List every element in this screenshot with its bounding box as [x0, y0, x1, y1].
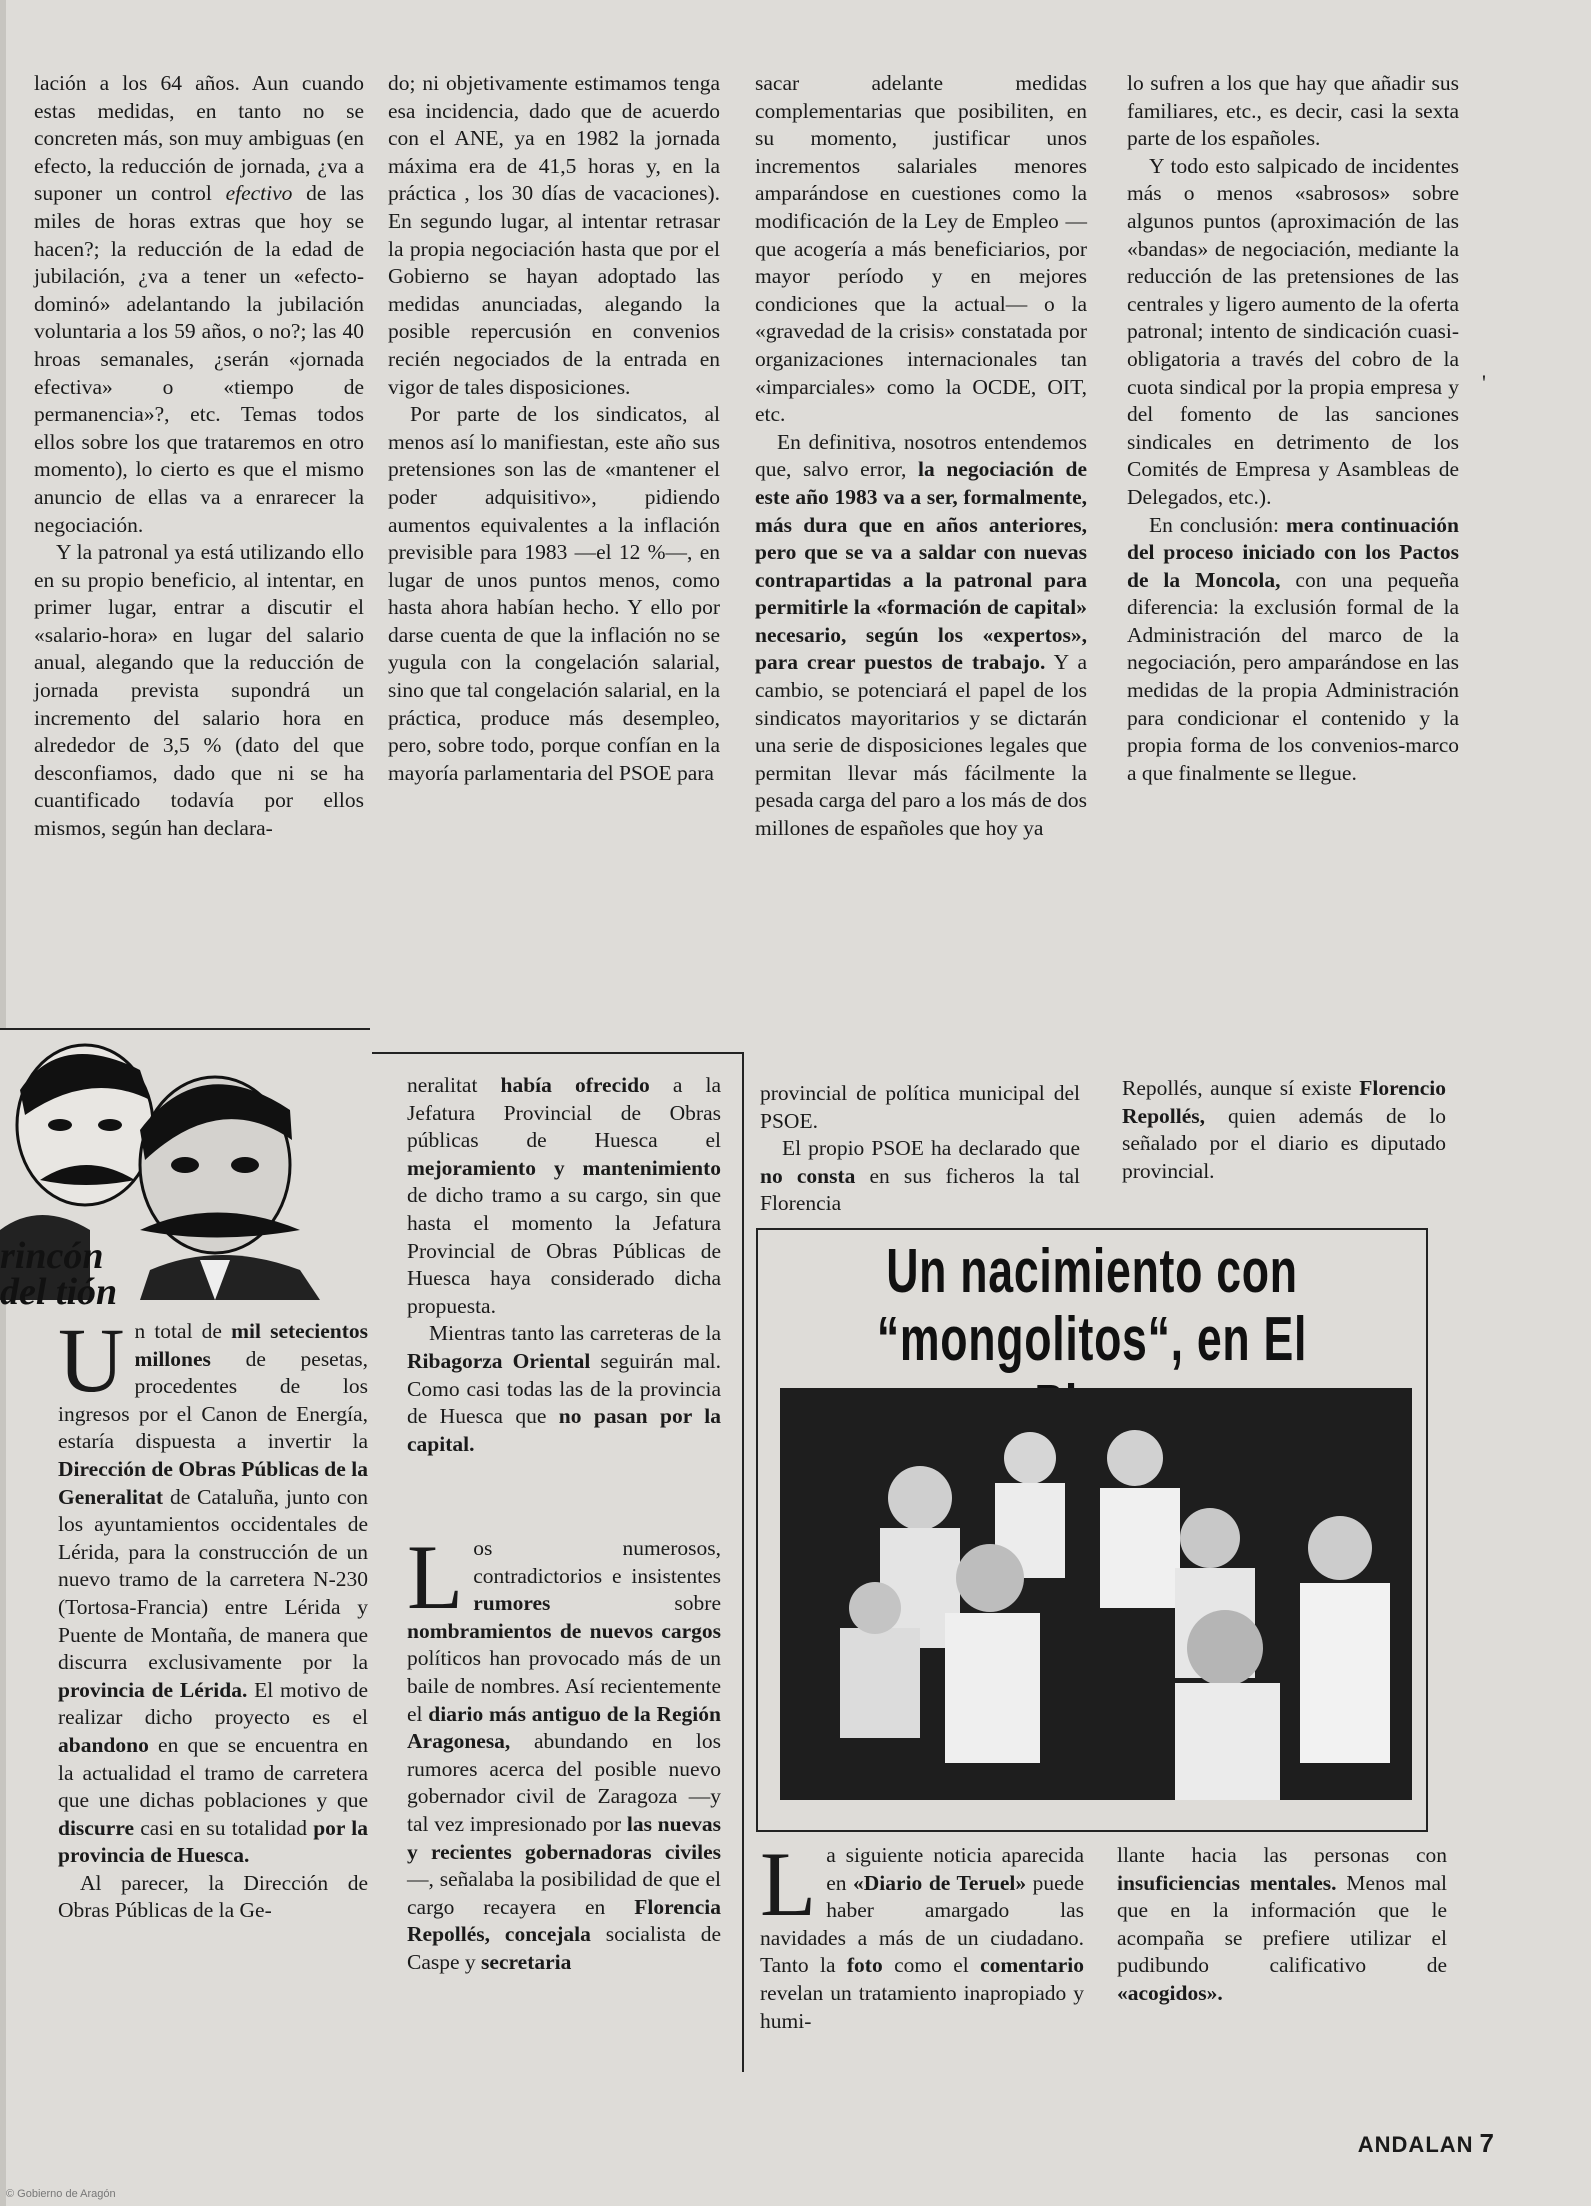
middle-frame-right — [742, 1052, 744, 2072]
psoe-column: provincial de política municipal del PSOE. El propio PSOE ha declarado que no consta en sus ficheros la tal Florencia — [760, 1081, 1080, 1216]
rincon-column-2: neralitat había ofrecido a la Jefatura Provincial de Obras públicas de Huesca el mejoramiento y mantenimiento de dicho tramo a su cargo, sin que hasta el momento la Jefatura Provincial de Obras Públicas de Huesca haya considerado dicha propuesta. Mientras tanto las carreteras de la Ribagorza Oriental seguirán mal. Como casi todas las de la provincia de Huesca que no pasan por la capital. — [407, 1073, 722, 1456]
magazine-name: ANDALAN — [1357, 2132, 1474, 2157]
margin-mark: ' — [1482, 370, 1486, 395]
copyright-watermark: © Gobierno de Aragón — [6, 2188, 116, 2200]
article-column-2: do; ni objetivamente estimamos tenga esa incidencia, dado que de acuerdo con el ANE, ya en 1982 la jornada máxima era de 41,5 horas y, en la práctica , los 30 días de vacaciones). En segundo lugar, al intentar retrasar la propia negociación hasta que por el Gobierno se hayan adoptado las medidas anunciadas, alegando la posible repercusión en convenios recién negociados de la entrada en vigor de tales disposiciones. Por parte de los sindicatos, al menos así lo manifiestan, este año sus pretensiones son las de «mantener el poder adquisitivo», pidiendo aumentos equivalentes a la inflación previsible para 1983 —el 12 %—, en lugar de unos puntos menos, como hasta ahora habían hecho. Y ello por darse cuenta de que la inflación no se yugula con la congelación salarial, sino que tal congelación salarial, en la práctica, produce más desempleo, pero, sobre todo, porque confían en la mayoría parlamentaria del PSOE para — [388, 71, 720, 785]
article-column-4: lo sufren a los que hay que añadir sus familiares, etc., es decir, casi la sexta parte de los españoles. Y todo esto salpicado de incidentes más o menos «sabrosos» sobre algunos puntos (aproximación de las «bandas» de negociación, mediante la reducción de las pretensiones de las centrales y ligero aumento de la oferta patronal; intento de sindicación cuasi-obligatoria a través del cobro de la cuota sindical por la propia empresa y del fomento de las sanciones sindicales en detrimento de los Comités de Empresa y Asambleas de Delegados, etc.). En conclusión: mera continuación del proceso iniciado con los Pactos de la Moncola, con una pequeña diferencia: la exclusión formal de la Administración del marco de la negociación, pero amparándose en las medidas de la propia Administración para condicionar el contenido y la propia forma de los convenios-marco a que finalmente se llegue. — [1127, 71, 1459, 785]
page-footer — [1358, 2128, 1495, 2159]
pinar-headline: Un nacimiento con “mongolitos“, en El — [876, 1237, 1308, 1374]
repolles-column: Repollés, aunque sí existe Florencio Repollés, quien además de lo señalado por el diario es diputado provincial. — [1122, 1076, 1446, 1183]
rincon-del-tion-logo-text: rincón del tión — [0, 1235, 118, 1313]
children-nativity-image — [780, 1388, 1412, 1800]
page-number: 7 — [1479, 2128, 1495, 2158]
article-column-1: lación a los 64 años. Aun cuando estas medidas, en tanto no se concreten más, son muy ambiguas (en efecto, la reducción de jornada, ¿va a suponer un control efectivo de las miles de horas extras que hoy se hacen?; la reducción de la edad de jubilación, ¿va a tener un «efecto-dominó» adelantando la jubilación voluntaria a los 59 años, o no?; las 40 hroas semanales, ¿serán «jornada efectiva» o «tiempo de permanencia»?, etc. Temas todos ellos sobre los que trataremos en otro momento), lo cierto es que el mismo anuncio de ellas va a enrarecer la negociación. Y la patronal ya está utilizando ello en su propio beneficio, al intentar, en primer lugar, entrar a discutir el «salario-hora» en lugar del salario anual, alegando que la reducción de jornada prevista supondrá un incremento del salario hora en alrededor de 3,5 % (dato del que desconfiamos, dado que ni se ha cuantificado todavía por ellos mismos, según han declara- — [34, 71, 364, 841]
rincon-column-1: Un total de mil setecientos millones de pesetas, procedentes de los ingresos por el Canon de Energía, estaría dispuesta a invertir la Dirección de Obras Públicas de la Generalitat de Cataluña, junto con los ayuntamientos occidentales de Lérida, para la construcción de un nuevo tramo de la carretera N-230 (Tortosa-Francia) entre Lérida y Puente de Montaña, de manera que discurra exclusivamente por la provincia de Lérida. El motivo de realizar dicho proyecto es el abandono en que se encuentra en la actualidad el tramo de carretera que une dichas poblaciones y que discurre casi en su totalidad por la provincia de Huesca. Al parecer, la Dirección de Obras Públicas de la Ge- — [58, 1309, 368, 1923]
pinar-column-1: La siguiente noticia aparecida en «Diario de Teruel» puede haber amargado las navidades a más de un ciudadano. Tanto la foto como el comentario revelan un tratamiento inapropiado y humi- — [760, 1833, 1084, 2033]
dropcap: L — [407, 1526, 464, 1628]
rumores-column: Los numerosos, contradictorios e insistentes rumores sobre nombramientos de nuevos cargos políticos han provocado más de un baile de nombres. Así recientemente el diario más antiguo de la Región Aragonesa, abundando en los rumores acerca del posible nuevo gobernador civil de Zaragoza —y tal vez impresionado por las nuevas y recientes gobernadoras civiles—, señalaba la posibilidad de que el cargo recayera en Florencia Repollés, concejala socialista de Caspe y secretaria — [407, 1526, 721, 1974]
pinar-column-2: llante hacia las personas con insuficiencias mentales. Menos mal que en la información que le acompaña se prefiere utilizar el pudibundo calificativo de «acogidos». — [1117, 1843, 1447, 2005]
nativity-photo — [780, 1388, 1412, 1800]
middle-frame — [372, 1052, 742, 1054]
dropcap: L — [760, 1833, 817, 1935]
article-column-3: sacar adelante medidas complementarias que posibiliten, en su momento, justificar unos incrementos salariales menores amparándose en cuestiones como la modificación de la Ley de Empleo —que acogería a más beneficiarios, por mayor período y en mejores condiciones que la actual— o la «gravedad de la crisis» constatada por organizaciones internacionales tan «imparciales» como la OCDE, OIT, etc. En definitiva, nosotros entendemos que, salvo error, la negociación de este año 1983 va a ser, formalmente, más dura que en años anteriores, pero que se va a saldar con nuevas contrapartidas a la patronal para permitirle la «formación de capital» necesario, según los «expertos», para crear puestos de trabajo. Y a cambio, se potenciará el papel de los sindicatos mayoritarios y se dictarán una serie de disposiciones legales que permitan llevar más fácilmente la pesada carga del paro a los más de dos millones de españoles que hoy ya — [755, 71, 1087, 841]
dropcap: U — [58, 1309, 125, 1411]
